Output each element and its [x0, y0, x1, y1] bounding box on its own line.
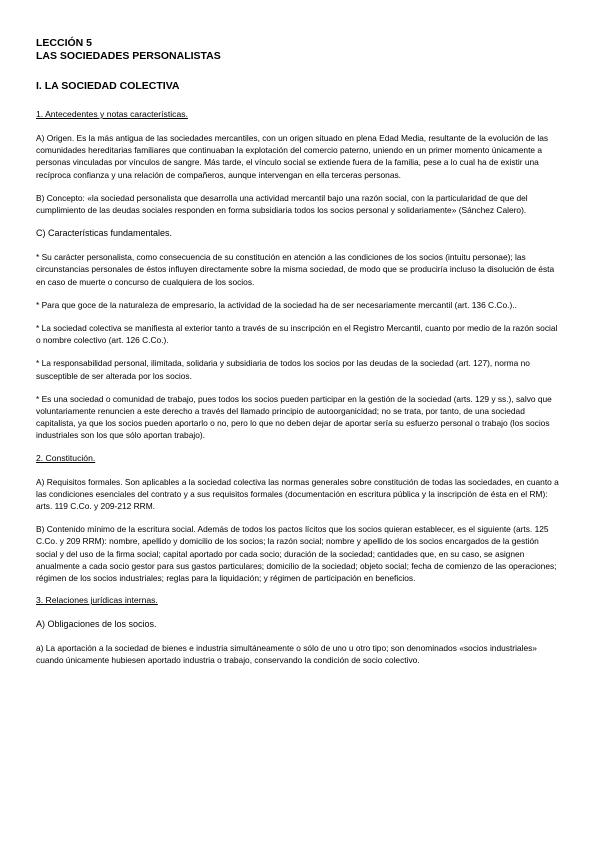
lesson-title: LECCIÓN 5 [36, 37, 93, 49]
paragraph-caracteristica-3: * La sociedad colectiva se manifiesta al exterior tanto a través de su inscripción en el Registro Mercantil, cuanto por medio de la razón social o nombre colectivo (art. 126 C.Co.). [36, 323, 558, 346]
paragraph-caracteristica-5: * Es una sociedad o comunidad de trabajo, pues todos los socios pueden participar en la gestión de la sociedad (arts. 129 y ss.), salvo que voluntariamente renuncien a este derecho a través del llamado principio de autoorganicidad; no se trata, por tanto, de una sociedad capitalista, ya que los socios pueden aportarlo o no, pero lo que no deben dejar de aportar sería su esfuerzo personal o trabajo (los socios industriales son los que sólo aportan trabajo). [36, 393, 552, 441]
paragraph-concepto: B) Concepto: «la sociedad personalista que desarrolla una actividad mercantil bajo una razón social, con la particularidad de que del cumplimiento de las deudas sociales responden en forma subsidiaria todos los socios personal y solidariamente» (Sánchez Calero). [36, 192, 528, 216]
paragraph-caracteristica-4: * La responsabilidad personal, ilimitada, solidaria y subsidiaria de todos los socios por las deudas de la sociedad (art. 127), norma no susceptible de ser alterada por los socios. [36, 358, 530, 381]
section-heading-antecedentes: 1. Antecedentes y notas características. [36, 109, 188, 119]
paragraph-origen: A) Origen. Es la más antigua de las sociedades mercantiles, con un origen situado en plena Edad Media, resultante de la evolución de las comunidades hereditarias familiares que continuaban la explotación del comercio paterno, uniendo en un primer momento únicamente a personas vinculadas por vínculos de sangre. Más tarde, el vínculo social se extiende fuera de la familia, pese a lo cual ha de existir una recíproca confianza y una relación de compañeros, aunque intervengan en ella terceras personas. [36, 133, 549, 180]
part-title: I. LA SOCIEDAD COLECTIVA [36, 80, 180, 92]
section-heading-relaciones: 3. Relaciones jurídicas internas. [36, 595, 158, 606]
paragraph-contenido-minimo: B) Contenido mínimo de la escritura social. Además de todos los pactos lícitos que los socios quieran establecer, es el siguiente (arts. 125 C.Co. y 209 RRM): nombre, apellido y domicilio de los socios; la razón social; nombre y apellido de los socios encargados de la gestión social y del uso de la firma social; capital aportado por cada socio; duración de la sociedad; cantidades que, en su caso, se asignen anualmente a cada socio gestor para sus gastos particulares; domicilio de la sociedad; objeto social; fecha de comienzo de las operaciones; régimen de los socios industriales; reglas para la liquidación; y régimen de participación en beneficios. [36, 524, 557, 584]
paragraph-aportacion: a) La aportación a la sociedad de bienes e industria simultáneamente o sólo de uno u otro tipo; son denominados «socios industriales» cuando únicamente hubiesen aportado industria o trabajo, conservando la condición de socio colectivo. [36, 643, 537, 666]
paragraph-requisitos-formales: A) Requisitos formales. Son aplicables a la sociedad colectiva las normas generales sobre constitución de todas las sociedades, en cuanto a las condiciones esenciales del contrato y a sus requisitos formales (documentación en escritura pública y la inscripción de ésta en el RM): arts. 119 C.Co. y 209-212 RRM. [36, 476, 559, 512]
paragraph-caracteristica-2: * Para que goce de la naturaleza de empresario, la actividad de la sociedad ha de ser necesariamente mercantil (art. 136 C.Co.).. [36, 299, 517, 310]
lesson-subtitle: LAS SOCIEDADES PERSONALISTAS [36, 50, 221, 62]
section-heading-constitucion: 2. Constitución. [36, 452, 96, 463]
subheading-caracteristicas: C) Características fundamentales. [36, 228, 173, 239]
subheading-obligaciones: A) Obligaciones de los socios. [36, 619, 157, 630]
paragraph-caracteristica-1: * Su carácter personalista, como consecuencia de su constitución en atención a las condiciones de los socios (intuitu personae); las circunstancias personales de éstos influyen directamente sobre la misma sociedad, de modo que se produciría incluso la disolución de ésta en caso de muerte o concurso de cualquiera de los socios. [36, 252, 555, 287]
